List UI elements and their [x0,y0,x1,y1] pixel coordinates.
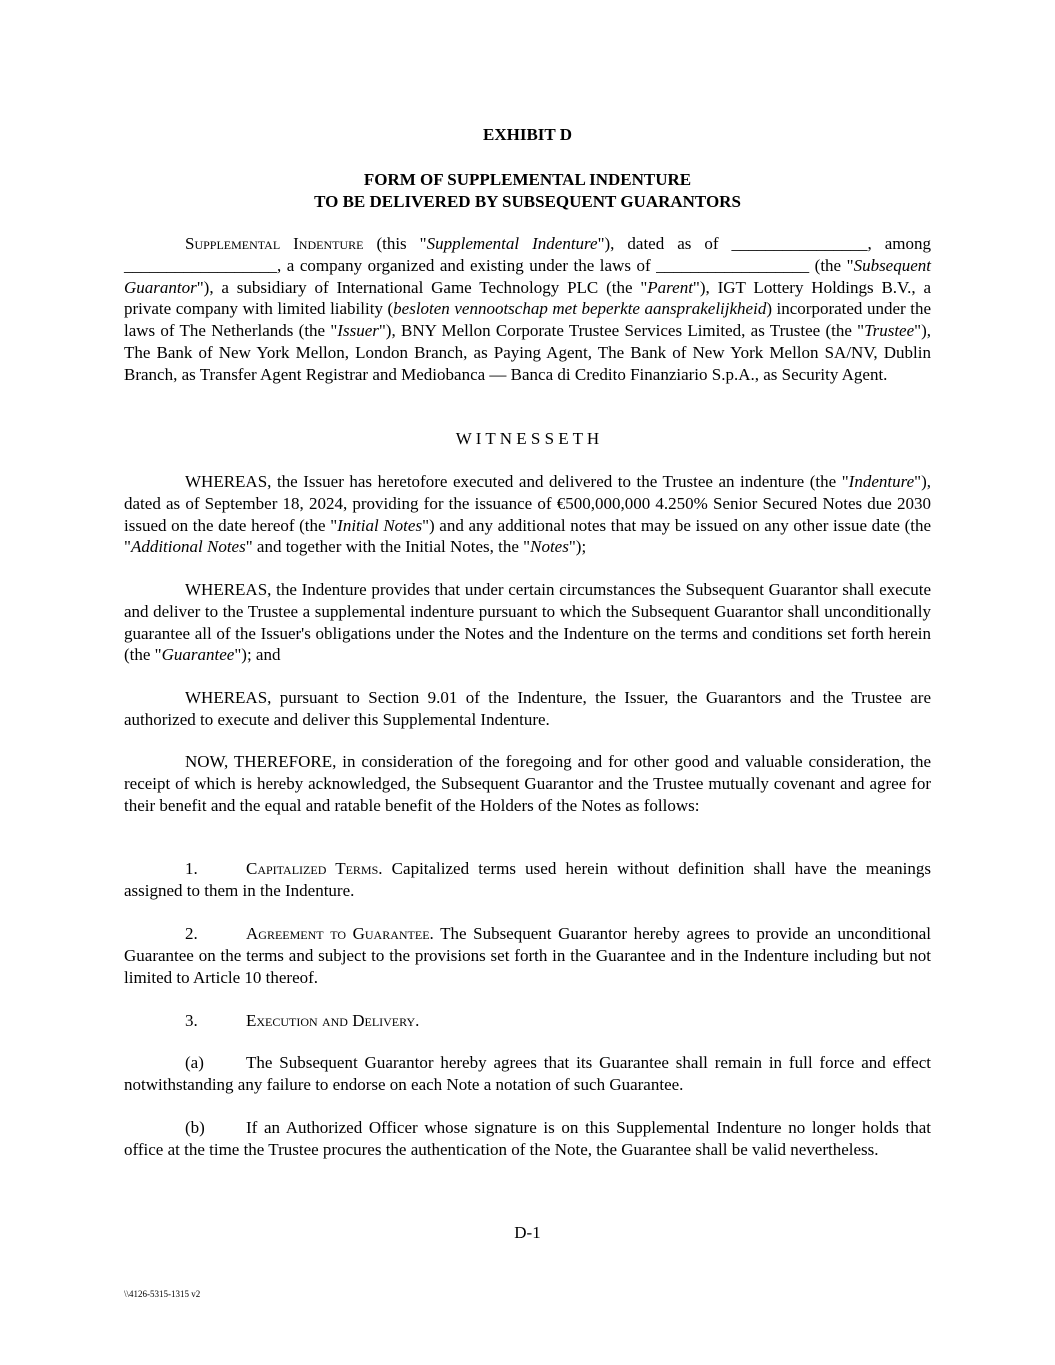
document-id: \\4126-5315-1315 v2 [124,1289,201,1299]
section-3 [124,1010,931,1032]
whereas-paragraph-3: WHEREAS, pursuant to Section 9.01 of the Indenture, the Issuer, the Guarantors and the Trustee are authorized to execute and deliver this Supplemental Indenture. [124,688,931,729]
subsection-label: (a) [185,1053,204,1072]
title-line-2: TO BE DELIVERED BY SUBSEQUENT GUARANTORS [314,192,741,211]
subsection-label: (b) [185,1118,205,1137]
subsection-b: (b) If an Authorized Officer whose signature is on this Supplemental Indenture no longer holds that office at the time the Trustee procures the authentication of the Note, the Guarantee shall be valid nevertheless. [124,1118,931,1159]
subsection-a: (a) The Subsequent Guarantor hereby agrees that its Guarantee shall remain in full force and effect notwithstanding any failure to endorse on each Note a notation of such Guarantee. [124,1053,931,1094]
defined-term: Supplemental Indenture [185,234,364,253]
section-heading: Capitalized Terms. [246,859,383,878]
whereas-paragraph-2: WHEREAS, the Indenture provides that under certain circumstances the Subsequent Guarantor shall execute and deliver to the Trustee a supplemental indenture pursuant to which the Subsequent Guarantor shall unconditionally guarantee all of the Issuer's obligations under the Notes and the Indenture on the terms and conditions set forth herein (the "Guarantee"); and [124,580,931,665]
exhibit-heading: EXHIBIT D [483,125,572,144]
section-number: 1. [185,859,198,878]
page-number: D-1 [514,1223,541,1242]
title-line-1: FORM OF SUPPLEMENTAL INDENTURE [363,170,692,189]
section-number: 3. [185,1011,198,1030]
section-heading: Agreement to Guarantee. [246,924,434,943]
intro-paragraph: Supplemental Indenture (this "Supplemental Indenture"), dated as of ________________, among __________________, a company organized and existing under the laws of __________________ (the "Subsequent Guarantor"), a subsidiary of International Game Technology PLC (the "Parent"), IGT Lottery Holdings B.V., a private company with limited liability (besloten vennootschap met beperkte aansprakelijkheid) incorporated under the laws of The Netherlands (the "Issuer"), BNY Mellon Corporate Trustee Services Limited, as Trustee (the "Trustee"), The Bank of New York Mellon, London Branch, as Paying Agent, The Bank of New York Mellon SA/NV, Dublin Branch, as Transfer Agent Registrar and Mediobanca — Banca di Credito Finanziario S.p.A., as Security Agent. [124,234,931,384]
section-number: 2. [185,924,198,943]
witnesseth-heading: W I T N E S S E T H [455,429,600,448]
section-1: 1. Capitalized Terms. Capitalized terms used herein without definition shall have the meanings assigned to them in the Indenture. [124,859,932,900]
section-heading: Execution and Delivery. [246,1011,420,1030]
section-2: 2. Agreement to Guarantee. The Subsequent Guarantor hereby agrees to provide an unconditional Guarantee on the terms and subject to the provisions set forth in the Guarantee and in the Indenture including but not limited to Article 10 thereof. [124,924,931,987]
whereas-paragraph-1: WHEREAS, the Issuer has heretofore executed and delivered to the Trustee an indenture (the "Indenture"), dated as of September 18, 2024, providing for the issuance of €500,000,000 4.250% Senior Secured Notes due 2030 issued on the date hereof (the "Initial Notes") and any additional notes that may be issued on any other issue date (the "Additional Notes" and together with the Initial Notes, the "Notes"); [124,472,931,557]
now-therefore-paragraph: NOW, THEREFORE, in consideration of the foregoing and for other good and valuable consideration, the receipt of which is hereby acknowledged, the Subsequent Guarantor and the Trustee mutually covenant and agree for their benefit and the equal and ratable benefit of the Holders of the Notes as follows: [124,752,931,815]
